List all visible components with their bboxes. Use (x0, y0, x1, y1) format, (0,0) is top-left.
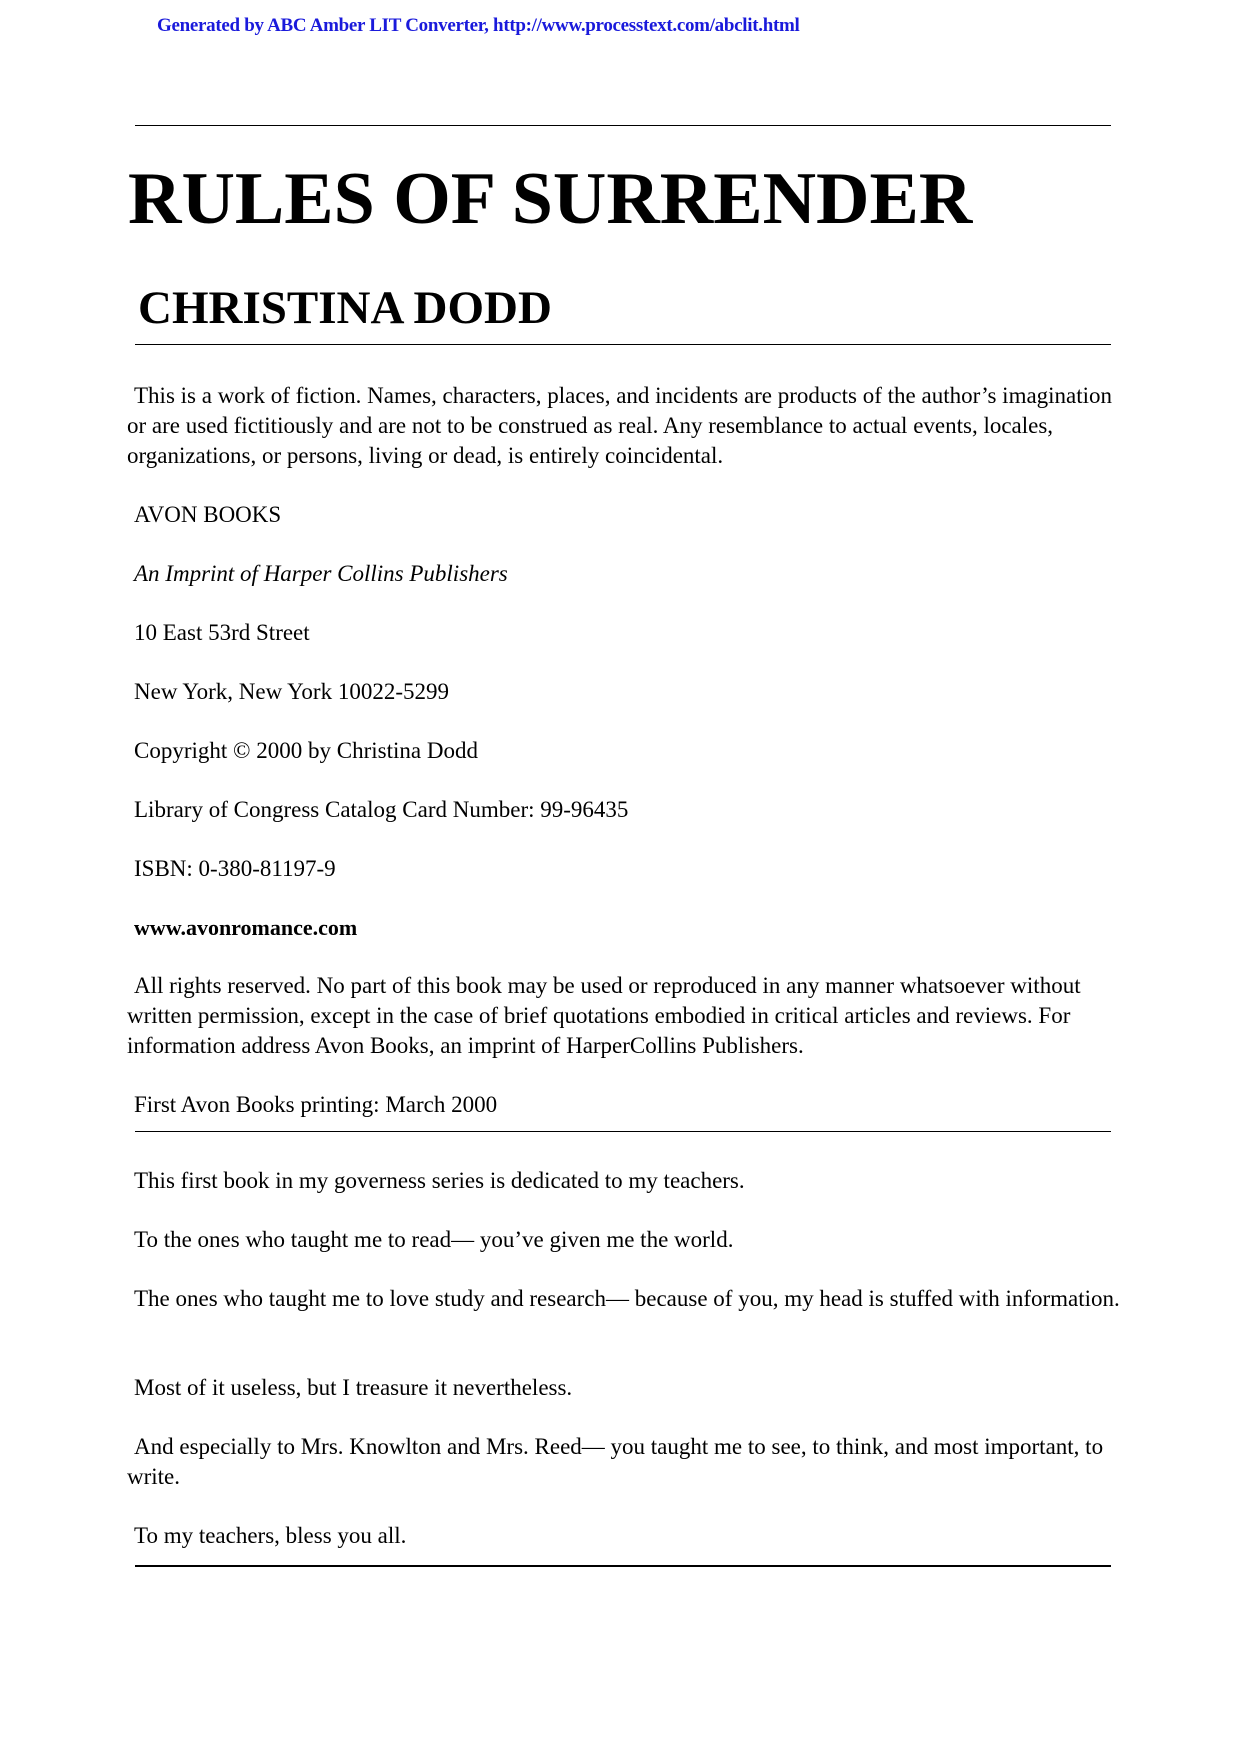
publisher-imprint: An Imprint of Harper Collins Publishers (134, 561, 508, 586)
divider (135, 125, 1111, 126)
divider (135, 1131, 1111, 1132)
divider (135, 344, 1111, 345)
address-city: New York, New York 10022-5299 (134, 679, 449, 704)
dedication-paragraph: And especially to Mrs. Knowlton and Mrs. Reed— you taught me to see, to think, and most important, to write. (127, 1434, 1104, 1489)
rights-notice: All rights reserved. No part of this book may be used or reproduced in any manner whatsoever without written permission, except in the case of brief quotations embodied in critical articles and reviews. For information address Avon Books, an imprint of HarperCollins Publishers. (127, 973, 1081, 1058)
isbn-number: ISBN: 0-380-81197-9 (134, 856, 336, 881)
printing-info: First Avon Books printing: March 2000 (134, 1092, 498, 1117)
address-street: 10 East 53rd Street (134, 620, 310, 645)
book-title: RULES OF SURRENDER (128, 158, 973, 240)
publisher-website-link[interactable]: www.avonromance.com (134, 915, 358, 940)
dedication-paragraph: This first book in my governess series is dedicated to my teachers. (134, 1168, 745, 1193)
dedication-paragraph: To the ones who taught me to read— you’ve given me the world. (134, 1227, 734, 1252)
divider (135, 1565, 1111, 1567)
dedication-paragraph: The ones who taught me to love study and research— because of you, my head is stuffed with information. (134, 1286, 1120, 1311)
dedication-paragraph: Most of it useless, but I treasure it nevertheless. (134, 1375, 573, 1400)
copyright-notice: Copyright © 2000 by Christina Dodd (134, 738, 478, 763)
publisher-name: AVON BOOKS (134, 502, 282, 527)
converter-banner-link[interactable]: Generated by ABC Amber LIT Converter, http://www.processtext.com/abclit.html (157, 15, 800, 36)
fiction-disclaimer: This is a work of fiction. Names, characters, places, and incidents are products of the author’s imagination or are used fictitiously and are not to be construed as real. Any resemblance to actual events, locales, organizations, or persons, living or dead, is entirely coincidental. (127, 383, 1113, 468)
book-author: CHRISTINA DODD (138, 282, 552, 334)
lccn-number: Library of Congress Catalog Card Number: 99-96435 (134, 797, 629, 822)
dedication-paragraph: To my teachers, bless you all. (134, 1523, 407, 1548)
